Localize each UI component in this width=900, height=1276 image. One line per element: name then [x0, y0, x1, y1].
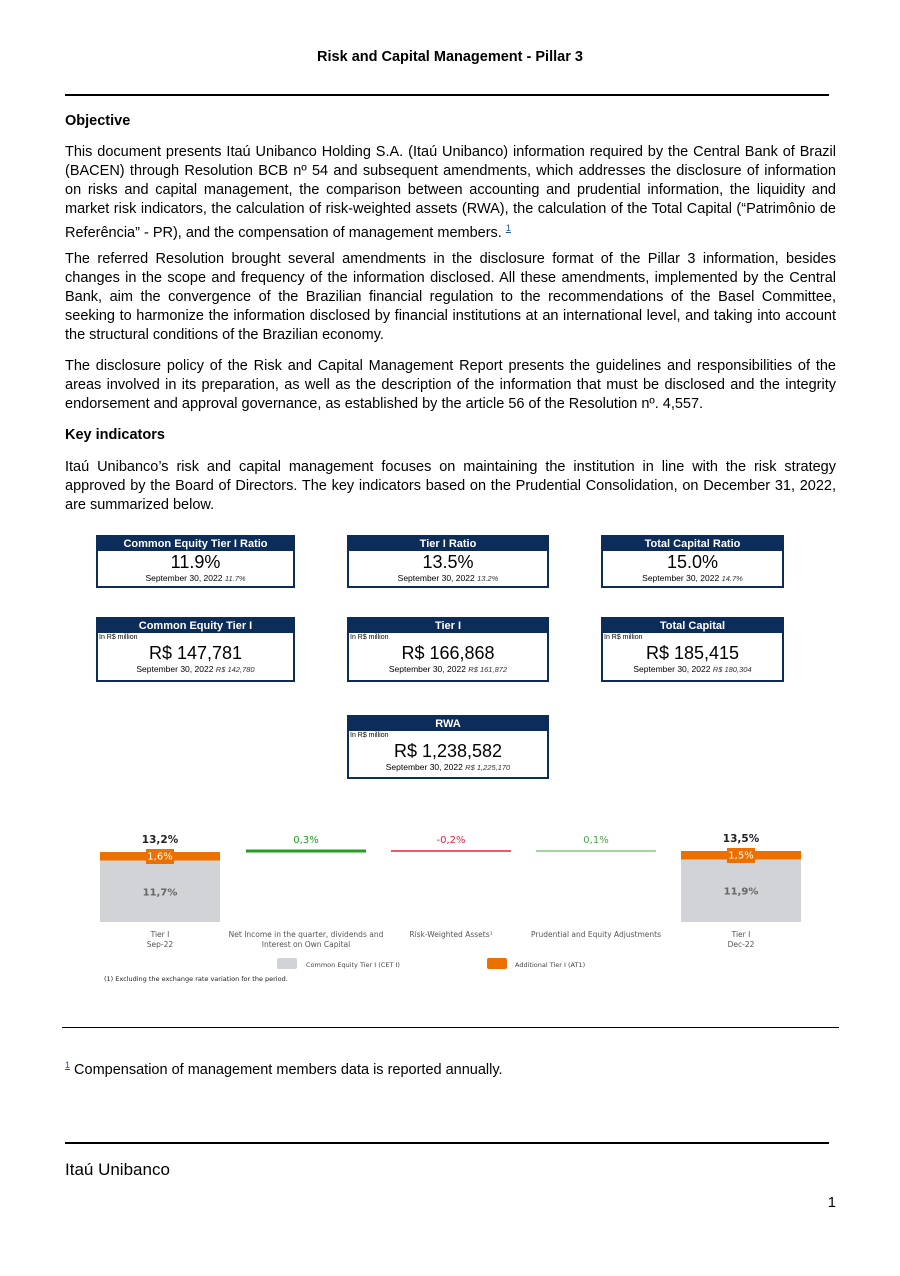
- cet1-card: [96, 617, 295, 682]
- card-value: R$ 185,415: [645, 643, 740, 663]
- card-value: R$ 1,238,582: [393, 741, 503, 761]
- bar-at1-label: 1,5%: [728, 850, 754, 862]
- card-value: R$ 166,868: [401, 643, 495, 663]
- card-unit: In R$ million: [604, 634, 643, 641]
- tier1-ratio-card: [347, 535, 549, 588]
- page-header-title: Risk and Capital Management - Pillar 3: [317, 49, 583, 65]
- card-title: Common Equity Tier I Ratio: [98, 537, 293, 551]
- category-label: Tier I: [150, 930, 170, 939]
- cet1-ratio-card: [96, 535, 295, 588]
- objective-paragraph-1: [65, 143, 836, 243]
- card-previous: [603, 573, 782, 584]
- previous-value: R$ 1,225,170: [465, 763, 511, 772]
- card-title: Total Capital Ratio: [603, 537, 782, 551]
- total-capital-ratio-card: [601, 535, 784, 588]
- category-label: Risk-Weighted Assets¹: [409, 930, 493, 939]
- card-previous: [98, 573, 293, 584]
- footer-divider: [65, 1142, 829, 1144]
- card-previous: [349, 762, 547, 773]
- footnote-1: [65, 1060, 503, 1078]
- objective-paragraph-1-text: This document presents Itaú Unibanco Holding S.A. (Itaú Unibanco) information required by the Central Bank of Brazil (BACEN) through Resolution BCB nº 54 and subsequent amendments, which addresses the disclosure of information on risks and capital management, the comparison between accounting and prudential information, the liquidity and market risk indicators, the calculation of risk-weighted assets (RWA), the calculation of the Total Capital (“Patrimônio de Referência” - PR), and the compensation of management members.: [65, 144, 836, 241]
- bar-cet1-label: 11,7%: [142, 887, 178, 899]
- tier1-card: [347, 617, 549, 682]
- previous-value: R$ 180,304: [712, 665, 752, 674]
- change-label: 0,3%: [293, 835, 319, 846]
- previous-date: September 30, 2022: [397, 573, 475, 583]
- category-label: Tier I: [731, 930, 751, 939]
- category-label: Net Income in the quarter, dividends and: [228, 930, 384, 939]
- card-title: Tier I Ratio: [349, 537, 547, 551]
- card-previous: [349, 664, 547, 675]
- card-previous: [603, 664, 782, 675]
- objective-heading: Objective: [65, 113, 131, 129]
- objective-paragraph-2: The referred Resolution brought several amendments in the disclosure format of the Pillar 3 information, besides changes in the scope and frequency of the information disclosed. All these amendments, implemented by the Central Bank, aim the convergence of the Brazilian financial regulation to the recommendations of the Basel Committee, seeking to harmonize the information disclosed by financial institutions at an international level, and taking into account the structural conditions of the Brazilian economy.: [65, 251, 836, 343]
- card-title: RWA: [349, 717, 547, 731]
- chart-note: (1) Excluding the exchange rate variation for the period.: [104, 975, 288, 983]
- footnote-text: Compensation of management members data is reported annually.: [74, 1061, 503, 1078]
- objective-paragraph-3: The disclosure policy of the Risk and Capital Management Report presents the guidelines and responsibilities of the areas involved in its preparation, as well as the description of the information that must be disclosed and the integrity endorsement and approval governance, as established by the article 56 of the Resolution nº. 4,557.: [65, 358, 836, 412]
- category-label: Sep-22: [146, 940, 174, 949]
- previous-value: 11.7%: [224, 574, 246, 583]
- card-title: Common Equity Tier I: [98, 619, 293, 633]
- key-indicators-heading: Key indicators: [65, 427, 165, 443]
- page-number: 1: [827, 1195, 836, 1211]
- footnote-ref[interactable]: 1: [65, 1060, 71, 1070]
- category-label: Prudential and Equity Adjustments: [530, 930, 662, 939]
- previous-value: R$ 142,780: [215, 665, 255, 674]
- previous-date: September 30, 2022: [388, 664, 466, 674]
- previous-value: R$ 161,872: [468, 665, 508, 674]
- key-indicators-paragraph: Itaú Unibanco’s risk and capital management focuses on maintaining the institution in line with the risk strategy approved by the Board of Directors. The key indicators based on the Prudential Consolidation, on December 31, 2022, are summarized below.: [65, 459, 836, 513]
- card-value: R$ 147,781: [148, 643, 243, 663]
- card-unit: In R$ million: [99, 634, 138, 641]
- bar-at1-label: 1,6%: [147, 851, 173, 863]
- card-value: 11.9%: [170, 552, 221, 572]
- legend-label-at1: Additional Tier I (AT1): [515, 961, 586, 969]
- footnote-link[interactable]: 1: [505, 223, 511, 233]
- card-title: Total Capital: [603, 619, 782, 633]
- rwa-card: [347, 715, 549, 779]
- legend-swatch-at1: [487, 958, 507, 969]
- previous-date: September 30, 2022: [633, 664, 711, 674]
- change-label: -0,2%: [436, 835, 466, 846]
- footnote-divider: [62, 1027, 839, 1028]
- previous-date: September 30, 2022: [145, 573, 223, 583]
- card-title: Tier I: [349, 619, 547, 633]
- bar-total-label: 13,5%: [722, 832, 760, 845]
- bar-cet1-label: 11,9%: [723, 886, 759, 898]
- legend-label-cet1: Common Equity Tier I (CET I): [306, 961, 400, 969]
- previous-value: 14.7%: [721, 574, 743, 583]
- bar-total-label: 13,2%: [141, 834, 179, 847]
- legend-swatch-cet1: [277, 958, 297, 969]
- previous-date: September 30, 2022: [136, 664, 214, 674]
- previous-value: 13.2%: [477, 574, 499, 583]
- previous-date: September 30, 2022: [642, 573, 720, 583]
- card-previous: [349, 573, 547, 584]
- change-label: 0,1%: [583, 835, 609, 846]
- tier1-waterfall-chart: [0, 815, 900, 990]
- total-capital-card: [601, 617, 784, 682]
- card-previous: [98, 664, 293, 675]
- header-divider: [65, 94, 829, 96]
- card-unit: In R$ million: [350, 634, 389, 641]
- card-value: 13.5%: [422, 552, 474, 572]
- card-value: 15.0%: [666, 552, 719, 572]
- category-label: Dec-22: [727, 940, 755, 949]
- category-label: Interest on Own Capital: [261, 940, 351, 949]
- card-unit: In R$ million: [350, 732, 389, 739]
- previous-date: September 30, 2022: [385, 762, 463, 772]
- footer-brand: Itaú Unibanco: [65, 1160, 170, 1179]
